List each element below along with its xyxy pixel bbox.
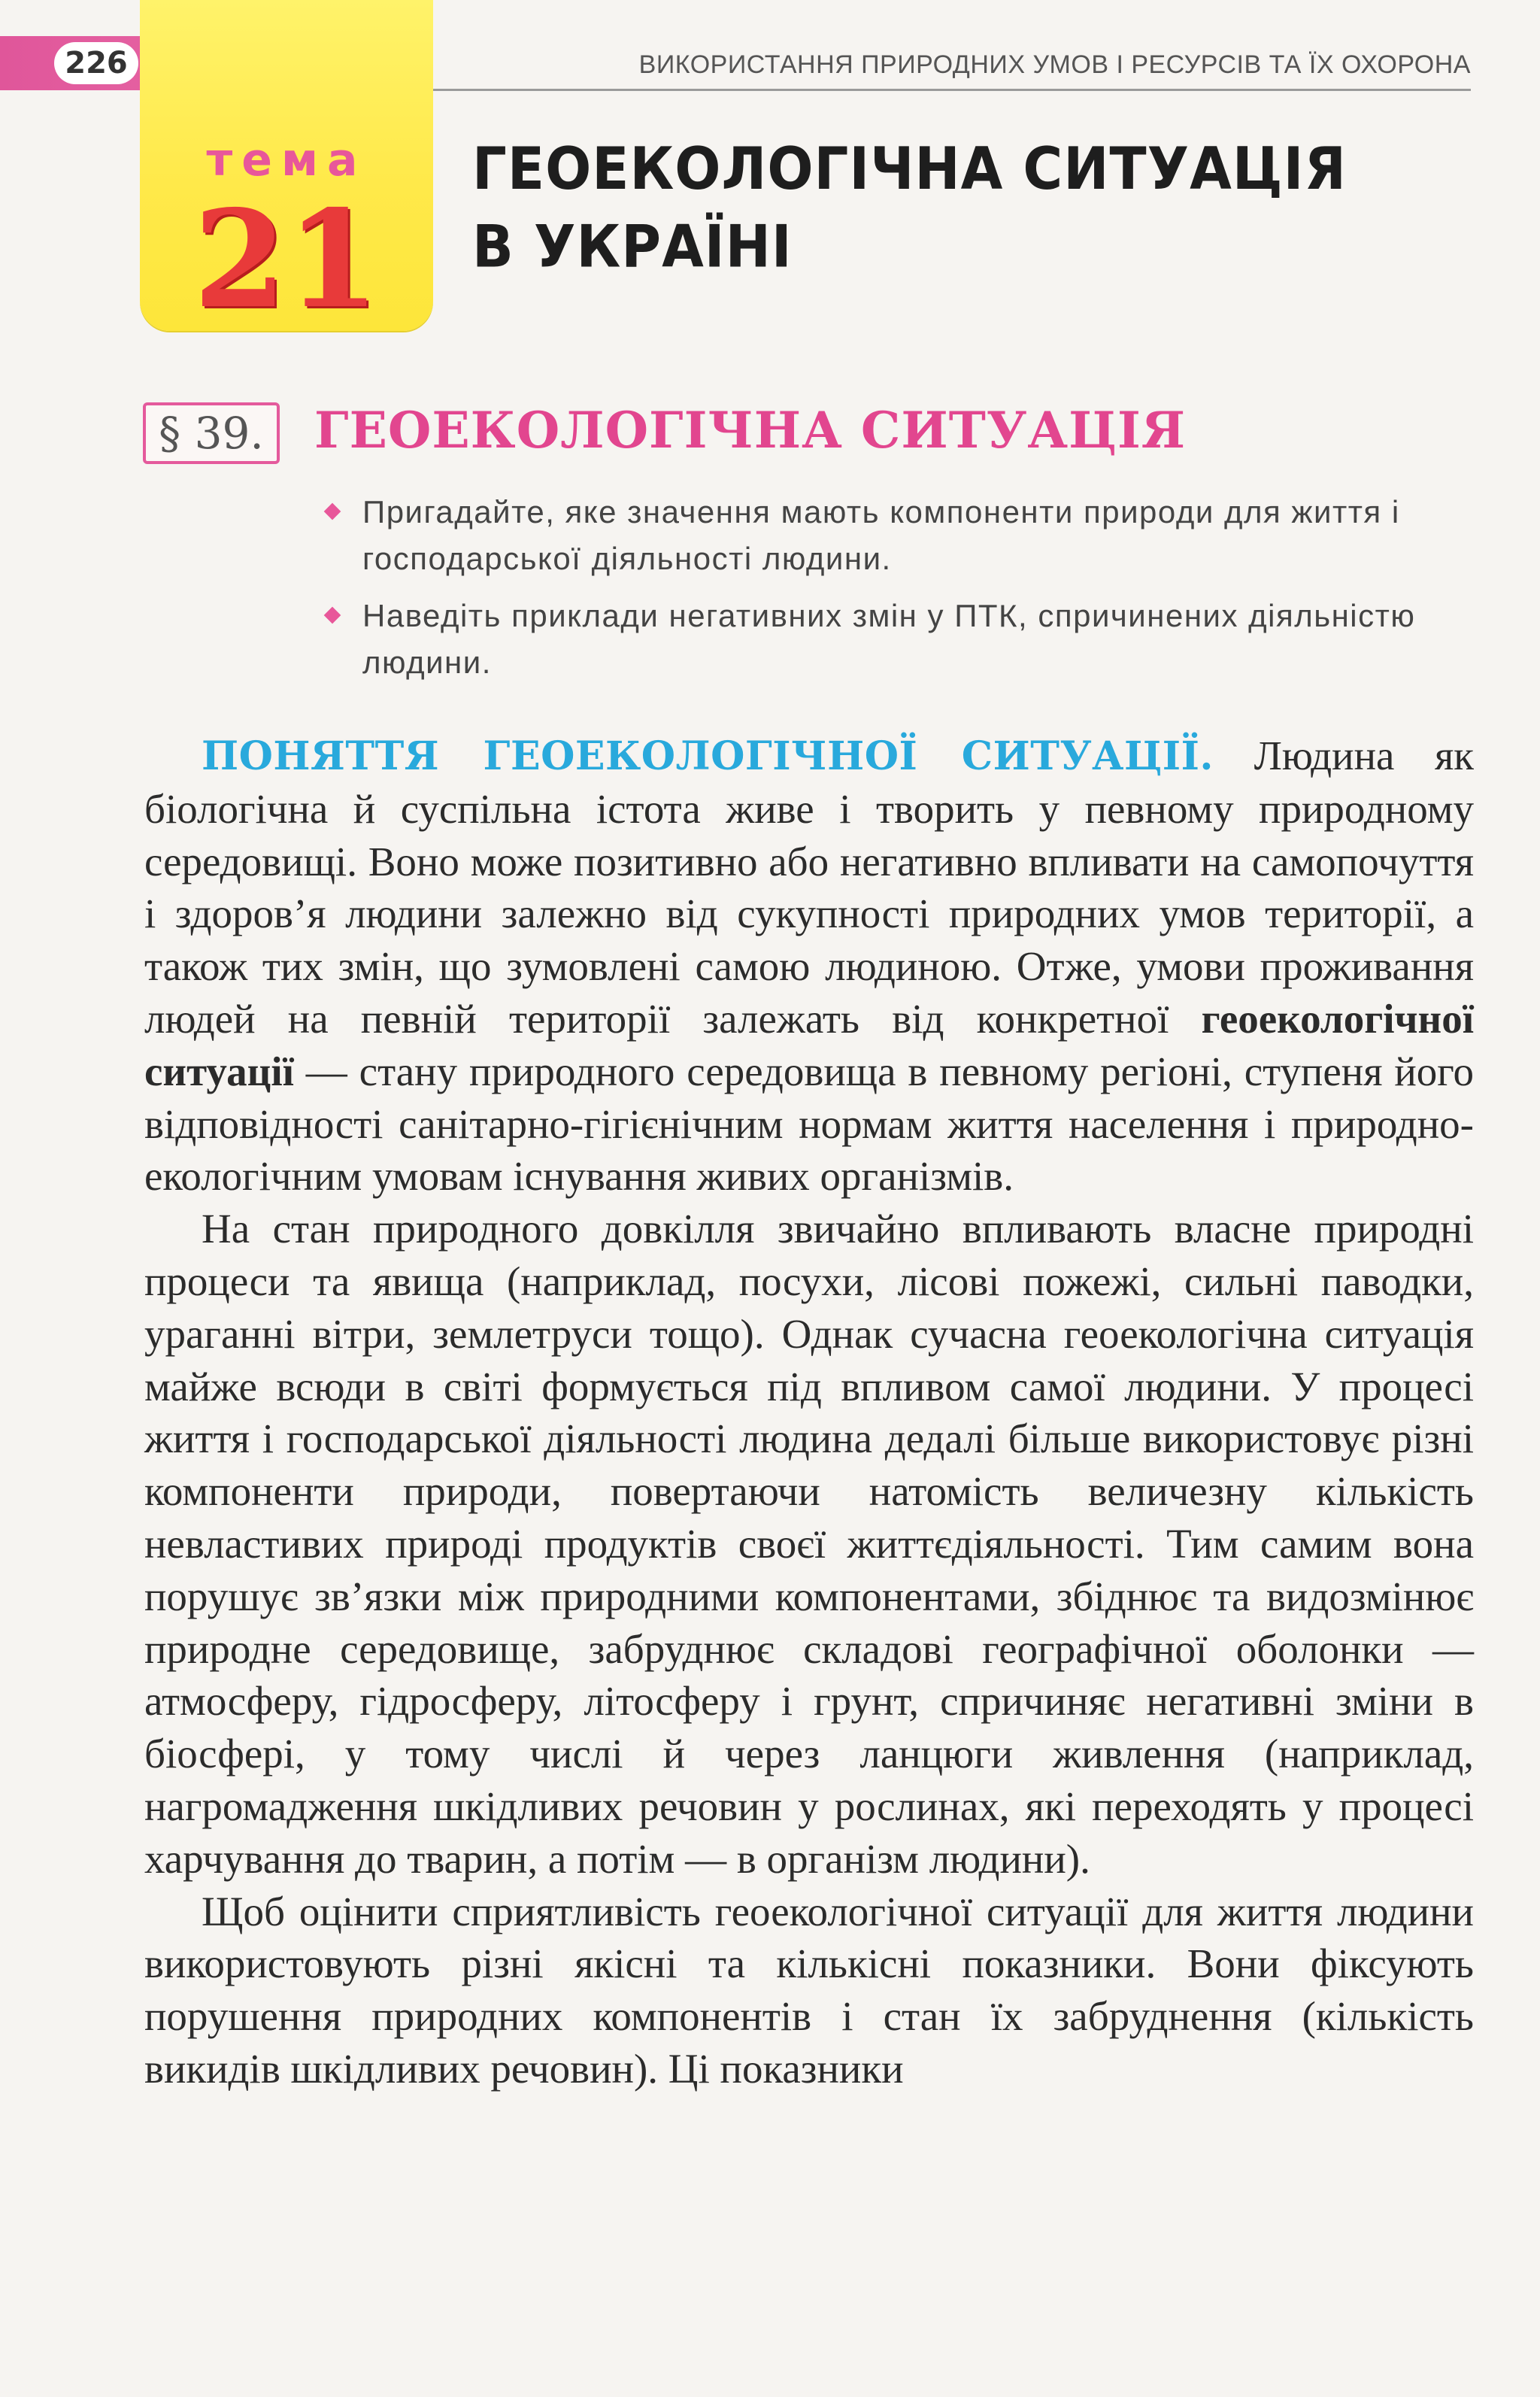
- running-title: ВИКОРИСТАННЯ ПРИРОДНИХ УМОВ І РЕСУРСІВ ТА ЇХ ОХОРОНА: [638, 50, 1471, 79]
- topic-word: тема: [206, 134, 367, 187]
- topic-heading: [472, 129, 1347, 285]
- topic-number: 21: [193, 181, 380, 338]
- question-text: Пригадайте, яке значення мають компоненти природи для життя і господарської діяльності людини.: [362, 494, 1400, 576]
- diamond-bullet-icon: [324, 607, 341, 624]
- body-paragraph: [144, 730, 1474, 1203]
- topic-heading-line: ГЕОЕКОЛОГІЧНА СИТУАЦІЯ: [472, 134, 1347, 203]
- paragraph-title: ГЕОЕКОЛОГІЧНА СИТУАЦІЯ: [314, 401, 1187, 460]
- body-paragraph: Щоб оцінити сприятливість геоекологічної ситуації для життя людини використовують різні якісні та кількісні показники. Вони фіксують порушення природних компонентів і стан їх забруднення (кількість викидів шкідливих речовин). Ці показники: [144, 1888, 1474, 2092]
- question-item: [323, 593, 1474, 686]
- body-paragraph: На стан природного довкілля звичайно впливають власне природні процеси та явища (наприклад, посухи, лісові пожежі, сильні паводки, ураганні вітри, землетруси тощо). Однак сучасна геоекологічна ситуація майже всюди в світі формується під впливом самої людини. У процесі життя і господарської діяльності людина дедалі більше використовує різні компоненти природи, повертаючи натомість величезну кількість невластивих природі продуктів своєї життєдіяльності. Тим самим вона порушує зв’язки між природними компонентами, збіднює та видозмінює природне середовище, забруднює складові географічної оболонки — атмосферу, гідросферу, літосферу і грунт, спричиняє негативні зміни в біосфері, у тому числі й через ланцюги живлення (наприклад, нагромадження шкідливих речовин у рослинах, які переходять у процесі харчування до тварин, а потім — в організм людини).: [144, 1206, 1474, 1882]
- page-number: 226: [54, 42, 138, 84]
- question-text: Наведіть приклади негативних змін у ПТК, спричинених діяльністю людини.: [362, 598, 1416, 680]
- question-item: [323, 489, 1474, 582]
- subsection-heading: ПОНЯТТЯ ГЕОЕКОЛОГІЧНОЇ СИТУАЦІЇ.: [202, 733, 1214, 779]
- header-divider: [429, 89, 1471, 91]
- body-text-run: Людина як біологічна й суспільна істота живе і творить у певному природному середовищі. Воно може позитивно або негативно впливати на самопочуття і здоров’я людини залежно від сукупності природних умов території, а також тих змін, що зумовлені самою людиною. Отже, умови проживання людей на певній території залежать від конкретної: [144, 733, 1474, 1042]
- body-text-run: — стану природного середовища в певному регіоні, ступеня його відповідності санітарно-гігієнічним нормам життя населення і природно-екологічним умовам існування живих організмів.: [144, 1048, 1474, 1200]
- key-term: геоекологічної ситуації: [144, 995, 1474, 1094]
- paragraph-number: § 39.: [143, 402, 280, 464]
- recall-questions: [323, 489, 1474, 696]
- body-text: [144, 730, 1474, 2095]
- diamond-bullet-icon: [324, 503, 341, 520]
- topic-heading-line: В УКРАЇНІ: [472, 212, 793, 281]
